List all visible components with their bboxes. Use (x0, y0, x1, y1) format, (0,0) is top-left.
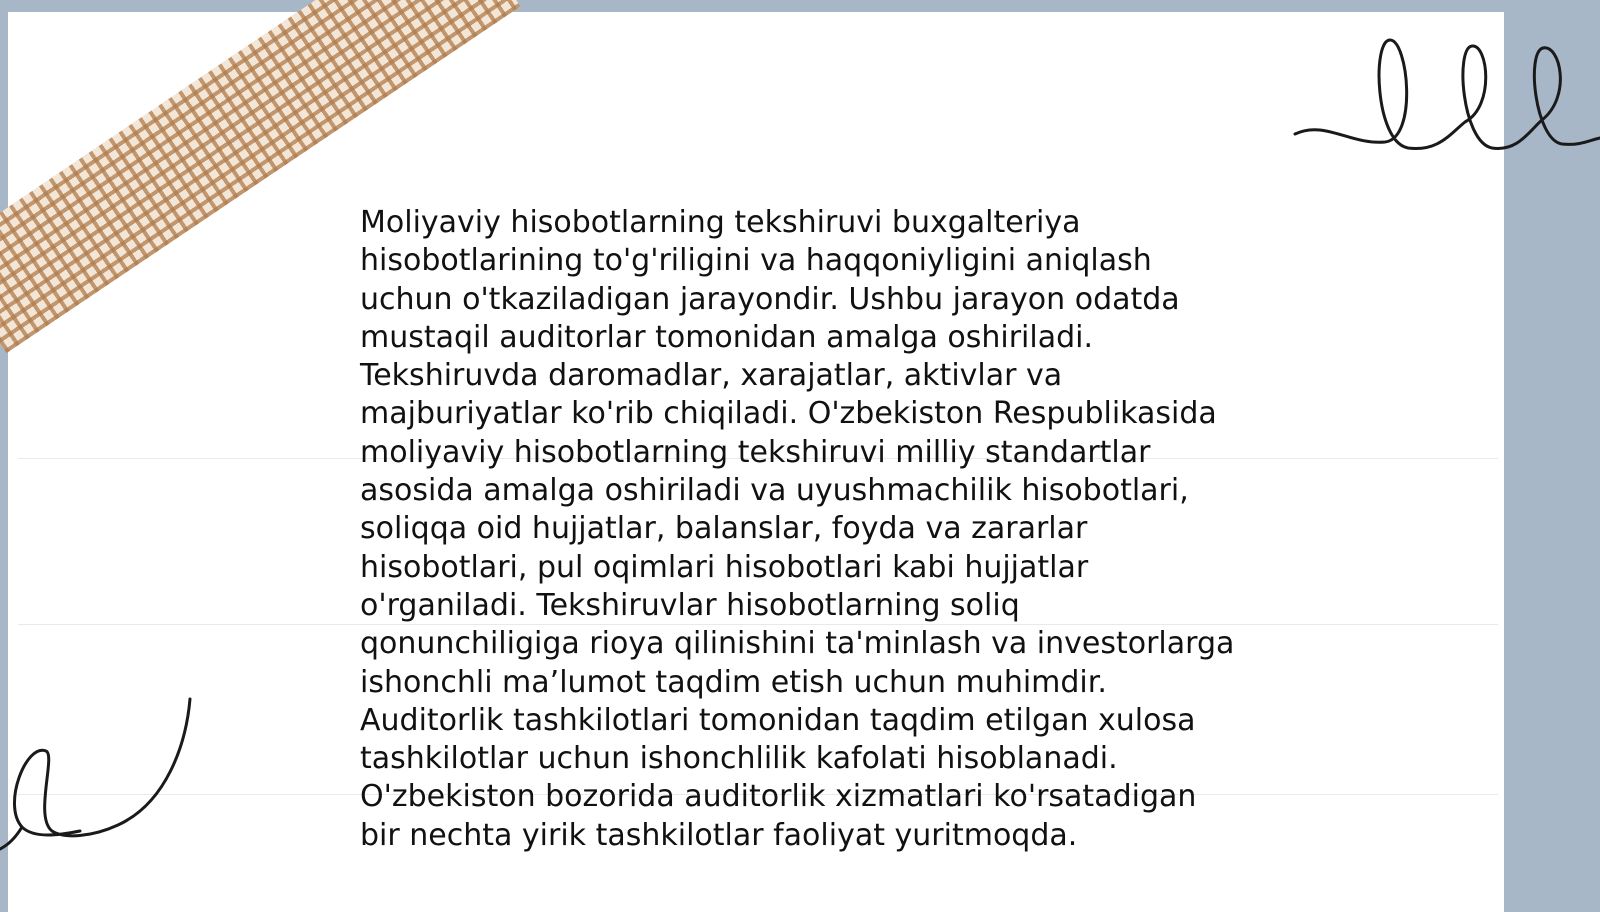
paragraph-line: o'rganiladi. Tekshiruvlar hisobotlarning soliq (360, 587, 1020, 623)
paragraph-line: mustaqil auditorlar tomonidan amalga oshiriladi. (360, 319, 1094, 355)
swirl-scribble-icon (0, 695, 200, 850)
paragraph-line: bir nechta yirik tashkilotlar faoliyat yuritmoqda. (360, 817, 1078, 853)
paragraph-line: majburiyatlar ko'rib chiqiladi. O'zbekiston Respublikasida (360, 396, 1217, 432)
loop-scribble-icon (1290, 30, 1600, 170)
paragraph-line: moliyaviy hisobotlarning tekshiruvi milliy standartlar (360, 434, 1151, 470)
paragraph-line: uchun o'tkaziladigan jarayondir. Ushbu jarayon odatda (360, 281, 1180, 317)
paragraph-line: O'zbekiston bozorida auditorlik xizmatlari ko'rsatadigan (360, 779, 1197, 815)
paragraph-line: Tekshiruvda daromadlar, xarajatlar, aktivlar va (360, 358, 1063, 394)
paragraph-line: hisobotlari, pul oqimlari hisobotlari kabi hujjatlar (360, 549, 1089, 585)
paragraph-line: ishonchli ma’lumot taqdim etish uchun muhimdir. (360, 664, 1107, 700)
paragraph-line: qonunchiligiga rioya qilinishini ta'minlash va investorlarga (360, 626, 1235, 662)
main-paragraph (360, 204, 1260, 855)
paragraph-line: soliqqa oid hujjatlar, balanslar, foyda va zararlar (360, 511, 1088, 547)
paragraph-line: tashkilotlar uchun ishonchlilik kafolati hisoblanadi. (360, 741, 1118, 777)
paragraph-line: Auditorlik tashkilotlari tomonidan taqdim etilgan xulosa (360, 702, 1196, 738)
paragraph-line: Moliyaviy hisobotlarning tekshiruvi buxgalteriya (360, 205, 1081, 240)
paragraph-line: asosida amalga oshiriladi va uyushmachilik hisobotlari, (360, 473, 1189, 509)
paragraph-line: hisobotlarining to'g'riligini va haqqoniyligini aniqlash (360, 243, 1152, 279)
